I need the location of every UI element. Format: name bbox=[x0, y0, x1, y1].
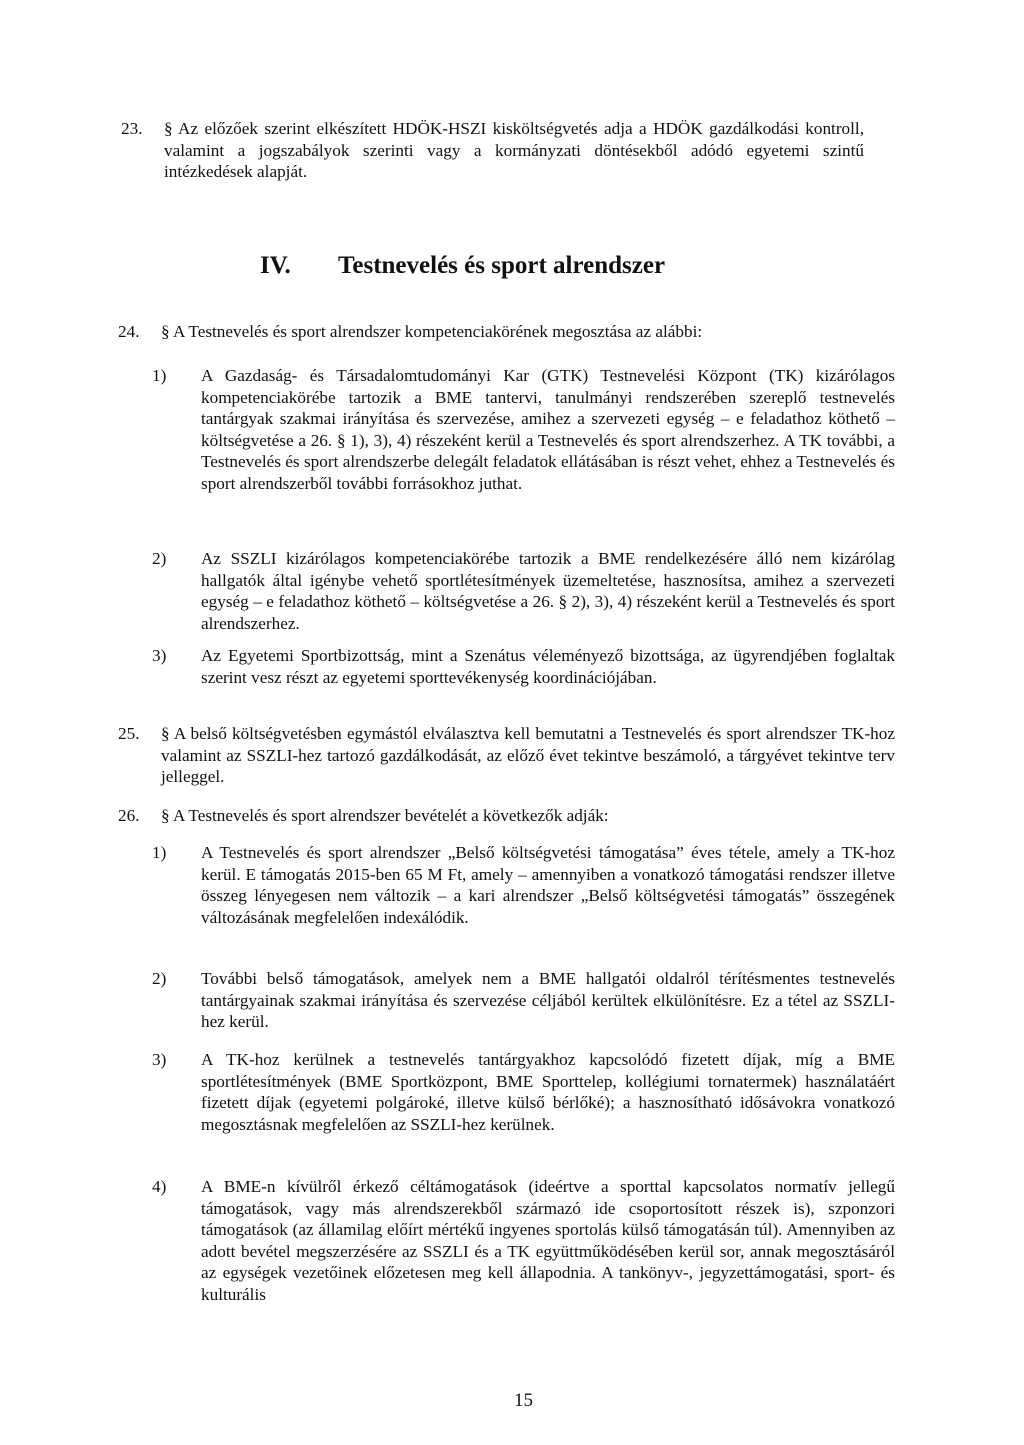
item-number: 2) bbox=[152, 969, 167, 988]
item-text: Az SSZLI kizárólagos kompetenciakörébe tartozik a BME rendelkezésére álló nem kizárólag hallgatók által igénybe vehető sportlétesítmények üzemeltetése, hasznosítsa, amihez a szervezeti egység – e feladathoz köthető – költségvetése a 26. § 2), 3), 4) részeként kerül a Testnevelés és sport alrendszerhez. bbox=[201, 549, 895, 633]
section-title: Testnevelés és sport alrendszer bbox=[338, 252, 666, 279]
list-item-26-4 bbox=[152, 1176, 895, 1306]
list-item-26-2 bbox=[152, 968, 895, 1033]
list-item-26-3 bbox=[152, 1049, 895, 1135]
item-number: 2) bbox=[152, 549, 167, 568]
paragraph-25 bbox=[118, 723, 895, 788]
paragraph-23 bbox=[121, 118, 864, 183]
page-number: 15 bbox=[514, 1390, 533, 1411]
item-number: 4) bbox=[152, 1177, 167, 1196]
item-text: A Testnevelés és sport alrendszer „Belső költségvetési támogatása” éves tétele, amely a TK-hoz kerül. E támogatás 2015-ben 65 M Ft, amely – amennyiben a vonatkozó támogatási rendszer illetve összeg lényegesen nem változik – a kari alrendszer „Belső költségvetési támogatás” összegének változásának megfelelően indexálódik. bbox=[201, 843, 895, 927]
item-text: A Gazdaság- és Társadalomtudományi Kar (GTK) Testnevelési Központ (TK) kizárólagos kompetenciakörébe tartozik a BME tantervi, tanulmányi rendszerében szereplő testnevelés tantárgyak szakmai irányítása és szervezése, amihez a szervezeti egység – e feladathoz köthető – költségvetése a 26. § 1), 3), 4) részeként kerül a Testnevelés és sport alrendszerhez. A TK további, a Testnevelés és sport alrendszerbe delegált feladatok ellátásában is részt vehet, ehhez a Testnevelés és sport alrendszerből további forrásokhoz juthat. bbox=[201, 366, 895, 493]
paragraph-number: 26. bbox=[118, 806, 140, 825]
paragraph-number: 25. bbox=[118, 724, 140, 743]
paragraph-number: 23. bbox=[121, 119, 143, 138]
item-text: A TK-hoz kerülnek a testnevelés tantárgyakhoz kapcsolódó fizetett díjak, míg a BME sportlétesítmények (BME Sportközpont, BME Sporttelep, kollégiumi tornatermek) használatáért fizetett díjak (egyetemi polgároké, illetve külső bérlőké); a hasznosítható idősávokra vonatkozó megosztásnak megfelelően az SSZLI-hez kerülnek. bbox=[201, 1050, 895, 1134]
item-text: A BME-n kívülről érkező céltámogatások (ideértve a sporttal kapcsolatos normatív jellegű támogatások, vagy más alrendszerekből származó ide csoportosított részek is), szponzori támogatások (az államilag előírt mértékű ingyenes sportolás külső támogatásán túl). Amennyiben az adott bevétel megszerzésére az SSZLI és a TK együttműködésében kerül sor, annak megosztásáról az egységek vezetőinek előzetesen meg kell állapodnia. A tankönyv-, jegyzettámogatási, sport- és kulturális bbox=[201, 1177, 895, 1304]
item-text: További belső támogatások, amelyek nem a BME hallgatói oldalról térítésmentes testnevelés tantárgyainak szakmai irányítása és szervezése céljából kerültek elkülönítésre. Ez a tétel az SSZLI-hez kerül. bbox=[201, 969, 895, 1032]
section-heading bbox=[260, 252, 665, 280]
item-number: 1) bbox=[152, 366, 167, 385]
paragraph-text: § Az előzőek szerint elkészített HDÖK-HSZI kisköltségvetés adja a HDÖK gazdálkodási kontroll, valamint a jogszabályok szerinti vagy a kormányzati döntésekből adódó egyetemi szintű intézkedések alapját. bbox=[164, 119, 864, 182]
item-number: 3) bbox=[152, 646, 167, 665]
item-number: 1) bbox=[152, 843, 167, 862]
paragraph-26 bbox=[118, 805, 895, 827]
paragraph-text: § A Testnevelés és sport alrendszer bevételét a következők adják: bbox=[161, 806, 609, 825]
item-text: Az Egyetemi Sportbizottság, mint a Szenátus véleményező bizottsága, az ügyrendjében foglaltak szerint vesz részt az egyetemi sporttevékenység koordinációjában. bbox=[201, 646, 895, 687]
list-item-24-1 bbox=[152, 365, 895, 495]
section-numeral: IV. bbox=[260, 252, 291, 279]
paragraph-24 bbox=[118, 321, 881, 343]
paragraph-number: 24. bbox=[118, 322, 140, 341]
paragraph-text: § A Testnevelés és sport alrendszer kompetenciakörének megosztása az alábbi: bbox=[161, 322, 703, 341]
paragraph-text: § A belső költségvetésben egymástól elválasztva kell bemutatni a Testnevelés és sport alrendszer TK-hoz valamint az SSZLI-hez tartozó gazdálkodását, az előző évet tekintve beszámoló, a tárgyévet tekintve terv jelleggel. bbox=[161, 724, 895, 787]
list-item-24-3 bbox=[152, 645, 895, 688]
list-item-24-2 bbox=[152, 548, 895, 634]
list-item-26-1 bbox=[152, 842, 895, 928]
item-number: 3) bbox=[152, 1050, 167, 1069]
